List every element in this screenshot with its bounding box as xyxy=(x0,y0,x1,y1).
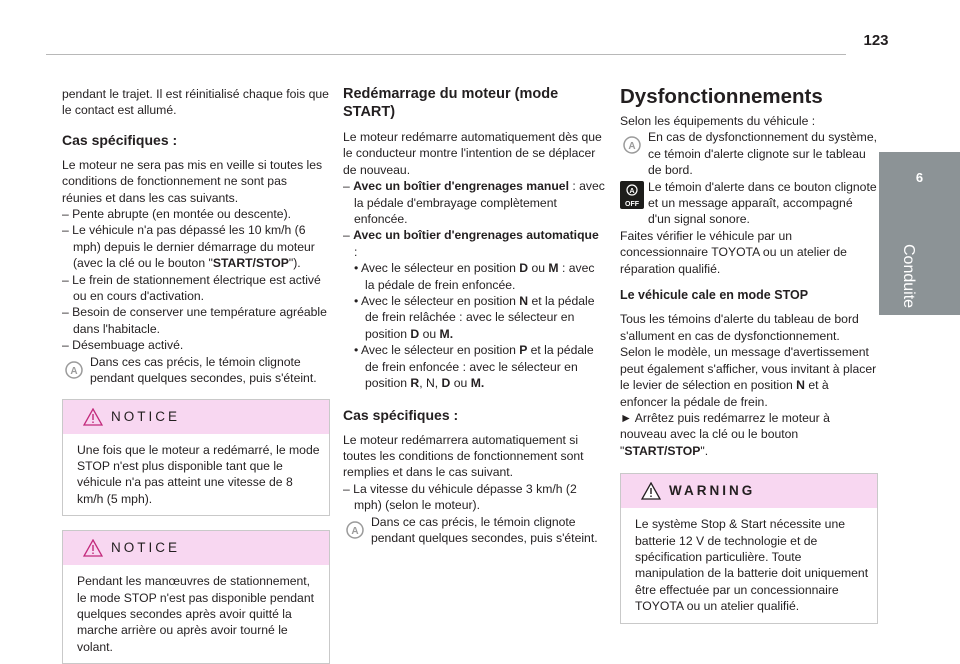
warning-box xyxy=(620,473,878,623)
paragraph: Selon le modèle, un message d'avertissement peut également s'afficher, vous invitant à placer le levier de sélection en position N et à enfoncer la pédale de frein. xyxy=(620,345,877,409)
warning-text: En cas de dysfonctionnement du système, ce témoin d'alerte clignote sur le tableau de bord. xyxy=(648,130,877,178)
notice-box xyxy=(62,399,330,517)
warning-text: Dans ces cas précis, le témoin clignote pendant quelques secondes, puis s'éteint. xyxy=(90,354,317,386)
subsection-heading: Le véhicule cale en mode STOP xyxy=(620,288,809,303)
warning-light-note xyxy=(343,514,605,547)
paragraph: Selon les équipements du véhicule : xyxy=(620,114,816,128)
paragraph: Tous les témoins d'alerte du tableau de bord s'allument en cas de dysfonctionnement. xyxy=(620,312,859,343)
paragraph: Le moteur redémarre automatiquement dès que le conducteur montre l'intention de se déplacer de nouveau. xyxy=(343,130,602,177)
stop-start-warning-icon xyxy=(343,518,367,542)
list-item: – Pente abrupte (en montée ou descente). xyxy=(62,207,292,222)
manual-gearbox-label: Avec un boîtier d'engrenages manuel xyxy=(353,179,569,194)
list-item: – Avec un boîtier d'engrenages manuel : avec la pédale d'embrayage complètement enfoncée. xyxy=(343,179,605,227)
notice-box xyxy=(62,530,330,664)
list-item: – Désembuage activé. xyxy=(62,338,184,353)
svg-text:A: A xyxy=(351,525,359,537)
page-section-title: Dysfonctionnements xyxy=(620,85,823,108)
warning-text: Le système Stop & Start nécessite une batterie 12 V de technologie et de spécification particulière. Toute manipulation de la batterie doit uniquement être effectuée par un concessionnaire TOYOTA ou un atelier qualifié. xyxy=(635,517,869,614)
column-2 xyxy=(343,85,605,546)
warning-light-note xyxy=(620,129,878,178)
bullet-item: • Avec le sélecteur en position P et la pédale de frein enfoncée : avec le sélecteur en position R, N, D ou M. xyxy=(354,343,594,391)
header-rule xyxy=(46,54,846,55)
list-item: – La vitesse du véhicule dépasse 3 km/h (2 mph) (selon le moteur). xyxy=(343,481,577,513)
auto-gearbox-text: : xyxy=(354,244,358,259)
notice-text: Pendant les manœuvres de stationnement, le mode STOP n'est pas disponible pendant quelques secondes après avoir quitté la marche arrière ou après avoir tourné le volant. xyxy=(77,574,314,654)
paragraph: Le moteur ne sera pas mis en veille si toutes les conditions de fonctionnement ne sont pas réunies et dans les cas suivants. xyxy=(62,157,323,205)
warning-title: WARNING xyxy=(669,483,756,499)
notice-triangle-icon xyxy=(83,539,103,557)
column-1 xyxy=(62,86,330,664)
warning-triangle-icon xyxy=(641,482,661,500)
auto-gearbox-label: Avec un boîtier d'engrenages automatique xyxy=(353,228,599,243)
stop-start-warning-icon xyxy=(62,358,86,382)
notice-title: NOTICE xyxy=(111,408,181,424)
intro-paragraph: pendant le trajet. Il est réinitialisé chaque fois que le contact est allumé. xyxy=(62,87,329,118)
warning-text: Dans ce cas précis, le témoin clignote pendant quelques secondes, puis s'éteint. xyxy=(371,514,598,545)
off-label: OFF xyxy=(625,200,639,208)
warning-header xyxy=(621,474,877,508)
stop-start-warning-icon xyxy=(620,133,644,157)
list-item: – Avec un boîtier d'engrenages automatique : xyxy=(343,228,599,259)
notice-title: NOTICE xyxy=(111,540,181,556)
section-heading: Redémarrage du moteur (mode START) xyxy=(343,86,559,120)
auto-icon xyxy=(625,183,639,197)
notice-header xyxy=(63,400,329,434)
chapter-title: Conduite xyxy=(900,244,917,309)
manual-gearbox-text: : avec la pédale d'embrayage complètement enfoncée. xyxy=(354,179,605,227)
section-heading: Cas spécifiques : xyxy=(343,406,459,423)
page-number: 123 xyxy=(863,32,889,49)
bullet-item: • Avec le sélecteur en position D ou M : avec la pédale de frein enfoncée. xyxy=(354,261,595,292)
instruction: ► Arrêtez puis redémarrez le moteur à nouveau avec la clé ou le bouton "START/STOP". xyxy=(620,410,830,458)
bullet-item: • Avec le sélecteur en position N et la pédale de frein relâchée : avec le sélecteur en position D ou M. xyxy=(354,294,595,341)
notice-header xyxy=(63,531,329,565)
svg-text:A: A xyxy=(629,187,635,195)
stop-start-off-button-icon xyxy=(620,181,644,209)
svg-text:A: A xyxy=(628,141,636,153)
paragraph: Le moteur redémarrera automatiquement si toutes les conditions de fonctionnement sont remplies et dans le cas suivant. xyxy=(343,432,584,480)
notice-text: Une fois que le moteur a redémarré, le mode STOP n'est plus disponible tant que le véhicule n'a pas atteint une vitesse de 8 km/h (5 mph). xyxy=(77,442,320,506)
list-item: – Besoin de conserver une température agréable dans l'habitacle. xyxy=(62,305,327,336)
list-item: – Le véhicule n'a pas dépassé les 10 km/h (6 mph) depuis le dernier démarrage du moteur (avec la clé ou le bouton "START/STOP"). xyxy=(62,223,315,271)
off-button-text: Le témoin d'alerte dans ce bouton clignote et un message apparaît, accompagné d'un signal sonore. xyxy=(648,179,877,227)
svg-text:A: A xyxy=(70,365,78,377)
off-button-note xyxy=(620,179,878,228)
warning-light-note xyxy=(62,354,330,387)
column-3 xyxy=(620,85,878,624)
chapter-number: 6 xyxy=(915,170,924,185)
notice-triangle-icon xyxy=(83,408,103,426)
section-heading: Cas spécifiques : xyxy=(62,131,178,148)
chapter-tab[interactable] xyxy=(879,152,960,315)
paragraph: Faites vérifier le véhicule par un concessionnaire TOYOTA ou un atelier de réparation qualifié. xyxy=(620,228,847,276)
list-item: – Le frein de stationnement électrique est activé ou en cours d'activation. xyxy=(62,272,321,304)
